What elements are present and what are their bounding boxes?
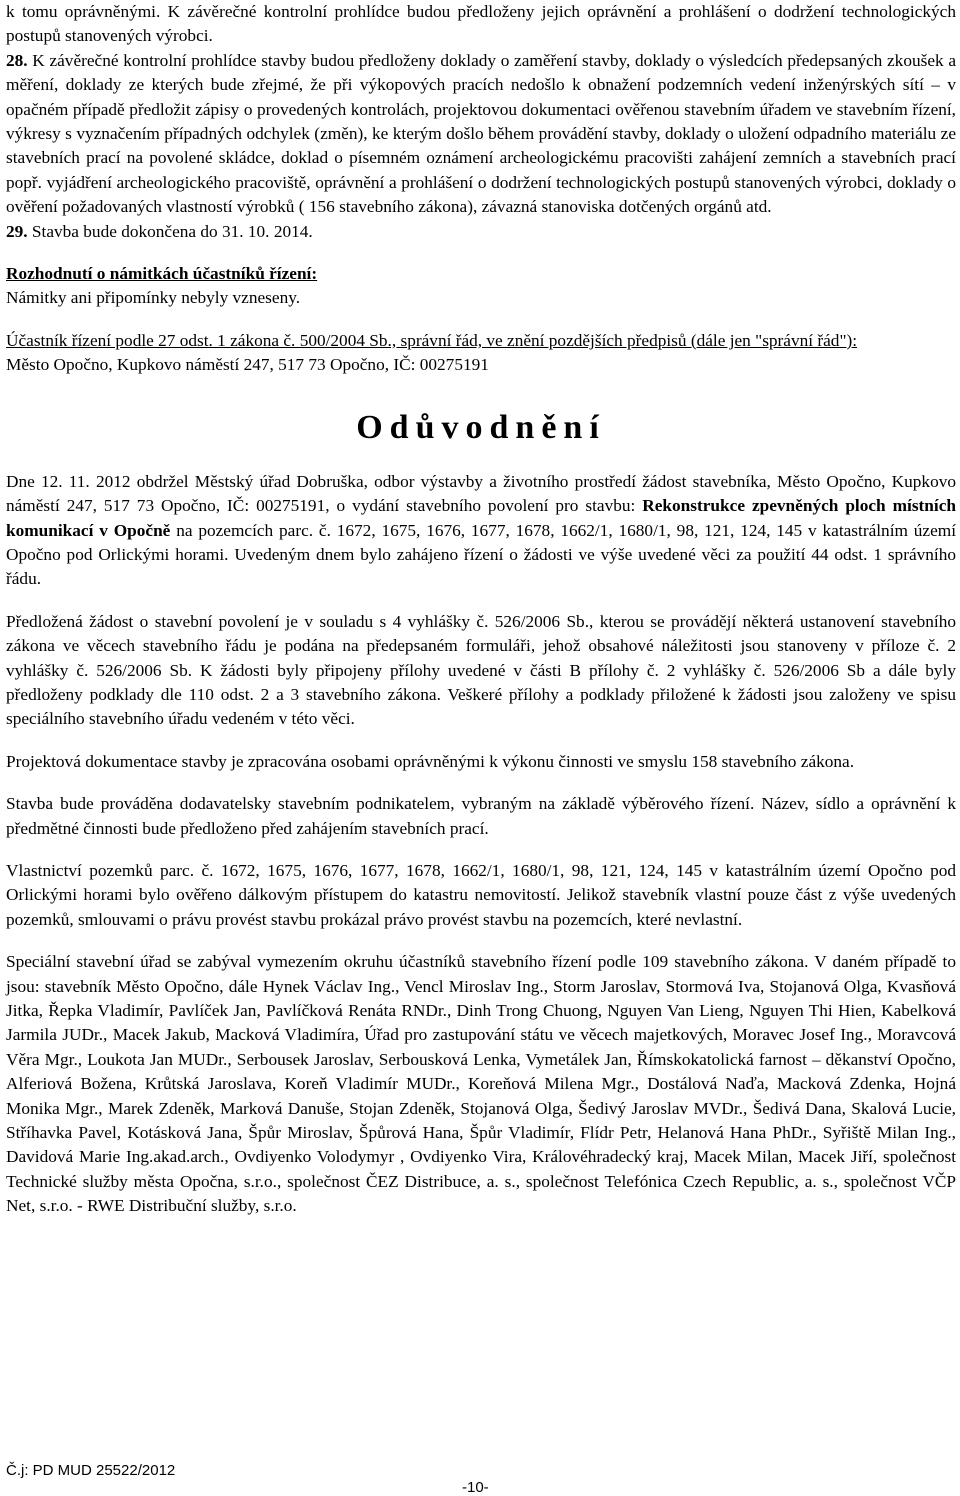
section-title: Odůvodnění — [356, 408, 606, 446]
item-number: 29. — [6, 221, 28, 241]
reasoning-paragraph-6: Speciální stavební úřad se zabýval vymezením okruhu účastníků stavebního řízení podle 109 stavebního zákona. V daném případě to jsou: stavebník Město Opočno, dále Hynek Václav Ing., Vencl Miroslav Ing., Storm Jaroslav, Stormová Iva, Stojanová Olga, Kvasňová Jitka, Řepka Vladimír, Pavlíček Jan, Pavlíčková Renáta RNDr., Dinh Trong Chuong, Nguyen Van Lieng, Nguyen Thi Hien, Kabelková Jarmila JUDr., Macek Jakub, Macková Vladimíra, Úřad pro zastupování státu ve věcech majetkových, Moravec Josef Ing., Moravcová Věra Mgr., Loukota Jan MUDr., Serbousek Jaroslav, Serbousková Lenka, Vymetálek Jan, Římskokatolická farnost – děkanství Opočno, Alferiová Božena, Krůtská Jaroslava, Koreň Vladimír MUDr., Koreňová Milena Mgr., Dostálová Naďa, Macková Zdenka, Hojná Monika Mgr., Marek Zdeněk, Marková Danuše, Stojan Zdeněk, Stojanová Olga, Šedivý Jaroslav MVDr., Šedivá Dana, Skalová Lucie, Stříhavka Pavel, Kotásková Jana, Špůr Miroslav, Špůrová Hana, Špůr Vladimír, Flídr Petr, Helanová Hana PhDr., Syřiště Milan Ing., Davidová Marie Ing.akad.arch., Ovdiyenko Volodymyr , Ovdiyenko Vira, Královéhradecký kraj, Macek Milan, Macek Jiří, společnost Technické služby města Opočna, s.r.o., společnost ČEZ Distribuce, a. s., společnost Telefónica Czech Republic, a. s., společnost VČP Net, s.r.o. - RWE Distribuční služby, s.r.o. — [6, 952, 956, 1216]
participant-text: Město Opočno, Kupkovo náměstí 247, 517 73 Opočno, IČ: 00275191 — [6, 355, 489, 375]
objections-heading: Rozhodnutí o námitkách účastníků řízení: — [6, 264, 318, 284]
text: K závěrečné kontrolní prohlídce stavby budou předloženy doklady o zaměření stavby, doklady o výsledcích předepsaných zkoušek a měření, doklady ze kterých bude zřejmé, že při výkopových pracích nedošlo k obnažení podzemních vedení inženýrských sítí – v opačném případě předložit zápisy o provedených kontrolách, projektovou dokumentaci ověřenou stavebním úřadem ve stavebním řízení, výkresy s vyznačením případných odchylek (změn), ke kterým došlo během provádění stavby, doklady o uložení odpadního materiálu ze stavebních prací na povolené skládce, doklad o písemném oznámení archeologickému pracovišti zahájení zemních a stavebních prací popř. vyjádření archeologického pracoviště, oprávnění a prohlášení o dodržení technologických postupů stanovených výrobci, doklady o ověření požadovaných vlastností výrobků ( 156 stavebního zákona), závazná stanoviska dotčených orgánů atd. — [6, 50, 956, 217]
paragraph-29 — [6, 220, 956, 244]
reasoning-paragraph-4: Stavba bude prováděna dodavatelsky stavebním podnikatelem, vybraným na základě výběrového řízení. Název, sídlo a oprávnění k předmětné činnosti bude předloženo před zahájením stavebních prací. — [6, 794, 956, 838]
reference-number: Č.j: PD MUD 25522/2012 — [6, 1462, 176, 1479]
reasoning-paragraph-5: Vlastnictví pozemků parc. č. 1672, 1675, 1676, 1677, 1678, 1662/1, 1680/1, 98, 121, 124, 145 v katastrálním území Opočno pod Orlickými horami bylo ověřeno dálkovým přístupem do katastru nemovitostí. Jelikož stavebník vlastní pouze část z výše uvedených pozemků, smlouvami o právu provést stavbu prokázal právo provést stavbu na pozemcích, které nevlastní. — [6, 860, 956, 929]
text: k tomu oprávněnými. K závěrečné kontrolní prohlídce budou předloženy jejich oprávnění a prohlášení o dodržení technologických postupů stanovených výrobci. — [6, 2, 956, 46]
reasoning-paragraph-2: Předložená žádost o stavební povolení je v souladu s 4 vyhlášky č. 526/2006 Sb., kterou se provádějí některá ustanovení stavebního zákona ve věcech stavebního řádu je podána na předepsaném formuláři, jehož obsahové náležitosti jsou stanoveny v příloze č. 2 vyhlášky č. 526/2006 Sb. K žádosti byly připojeny přílohy uvedené v části B přílohy č. 2 vyhlášky č. 526/2006 Sb a dále byly předloženy podklady dle 110 odst. 2 a 3 stavebního zákona. Veškeré přílohy a podklady přiložené k žádosti jsou založeny ve spisu speciálního stavebního úřadu vedeném v této věci. — [6, 611, 956, 729]
reasoning-paragraph-3: Projektová dokumentace stavby je zpracována osobami oprávněnými k výkonu činnosti ve smyslu 158 stavebního zákona. — [6, 751, 855, 771]
paragraph-top — [6, 0, 956, 49]
document-page — [6, 0, 956, 1219]
paragraph-28 — [6, 49, 956, 220]
participant-label: Účastník řízení podle 27 odst. 1 zákona č. 500/2004 Sb., správní řád, ve znění pozdějších předpisů (dále jen "správní řád"): — [6, 330, 858, 350]
reasoning-paragraph-1: Dne 12. 11. 2012 obdržel Městský úřad Dobruška, odbor výstavby a životního prostředí žádost stavebníka, Město Opočno, Kupkovo náměstí 247, 517 73 Opočno, IČ: 00275191, o vydání stavebního povolení pro stavbu: Rekonstrukce zpevněných ploch místních komunikací v Opočně na pozemcích parc. č. 1672, 1675, 1676, 1677, 1678, 1662/1, 1680/1, 98, 121, 124, 145 v katastrálním území Opočno pod Orlickými horami. Uvedeným dnem bylo zahájeno řízení o žádosti ve výše uvedené věci za použití 44 odst. 1 správního řádu. — [6, 471, 956, 589]
text: Stavba bude dokončena do 31. 10. 2014. — [27, 221, 313, 241]
objections-text: Námitky ani připomínky nebyly vzneseny. — [6, 288, 301, 308]
project-name: Rekonstrukce zpevněných ploch místních komunikací v Opočně — [6, 496, 956, 540]
item-number: 28. — [6, 50, 28, 70]
page-number: -10- — [462, 1479, 489, 1496]
